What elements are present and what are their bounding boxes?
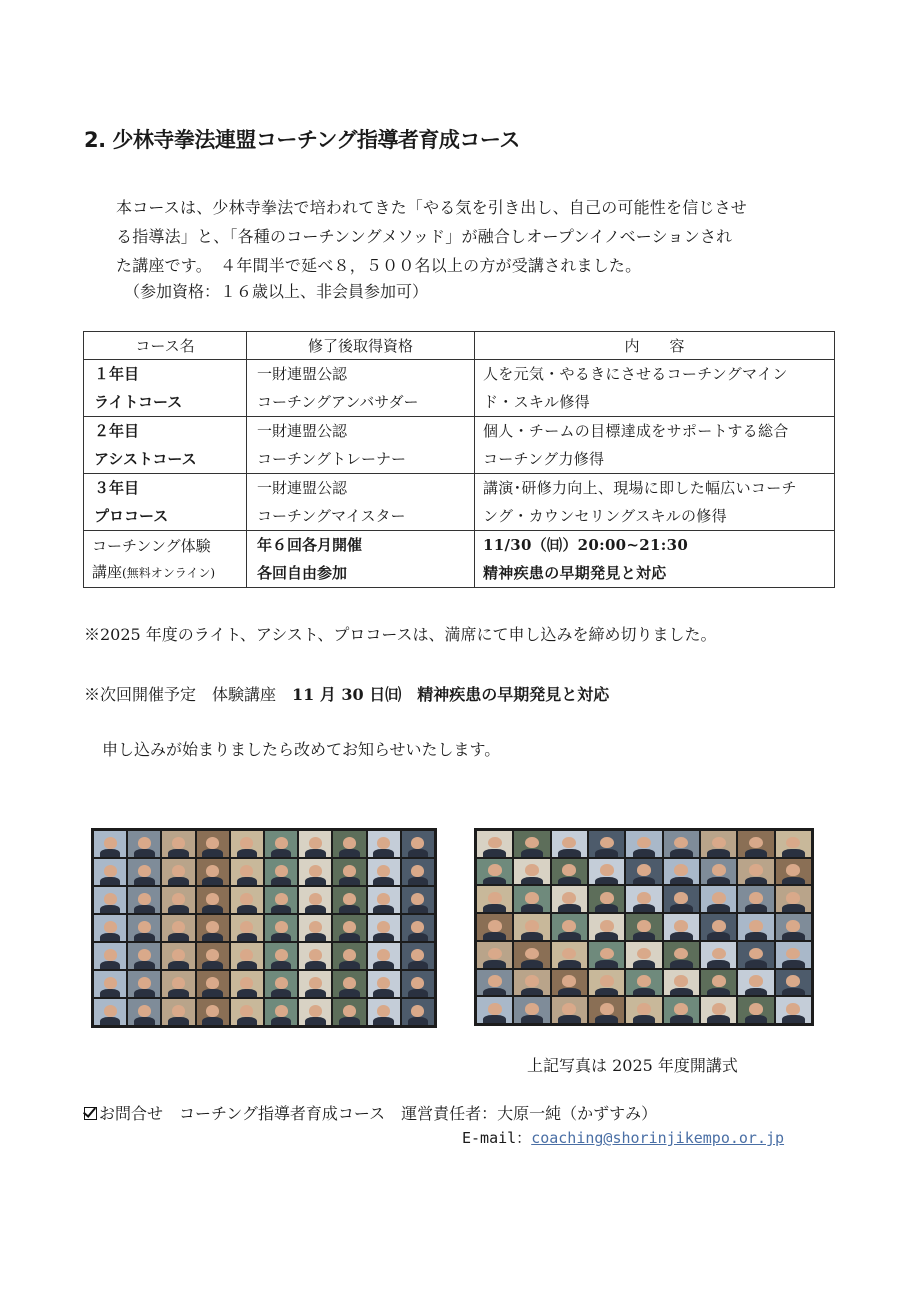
participant-tile bbox=[776, 970, 811, 996]
course-year: １年目 bbox=[94, 365, 140, 383]
participant-tile bbox=[738, 886, 773, 912]
participant-tile bbox=[477, 997, 512, 1023]
participant-tile bbox=[162, 887, 194, 913]
course-year: ３年目 bbox=[94, 479, 140, 497]
participant-tile bbox=[265, 915, 297, 941]
participant-tile bbox=[265, 887, 297, 913]
session-topic: 精神疾患の早期発見と対応 bbox=[483, 564, 667, 582]
participant-tile bbox=[664, 942, 699, 968]
content-line: 講演･研修力向上、現場に即した幅広いコーチ bbox=[483, 479, 797, 497]
contact-line bbox=[84, 1101, 657, 1124]
participant-tile bbox=[514, 997, 549, 1023]
participant-tile bbox=[368, 915, 400, 941]
participant-tile bbox=[265, 971, 297, 997]
participant-tile bbox=[402, 887, 434, 913]
participant-tile bbox=[197, 859, 229, 885]
participant-tile bbox=[368, 831, 400, 857]
checkbox-icon bbox=[84, 1107, 97, 1120]
intro-line-3: た講座です。 ４年間半で延べ８，５００名以上の方が受講されました。 bbox=[116, 256, 642, 275]
content-line: ド・スキル修得 bbox=[483, 393, 590, 411]
participant-tile bbox=[368, 971, 400, 997]
qualification-title: コーチングトレーナー bbox=[257, 450, 406, 468]
participant-tile bbox=[94, 999, 126, 1025]
participant-tile bbox=[589, 859, 624, 885]
participant-tile bbox=[701, 942, 736, 968]
course-free-online: (無料オンライン) bbox=[122, 565, 216, 580]
content-line: 人を元気・やるきにさせるコーチングマイン bbox=[483, 365, 788, 383]
participant-tile bbox=[664, 914, 699, 940]
participant-tile bbox=[128, 999, 160, 1025]
participant-tile bbox=[626, 997, 661, 1023]
participant-tile bbox=[197, 887, 229, 913]
participant-tile bbox=[231, 831, 263, 857]
header-qualification: 修了後取得資格 bbox=[247, 332, 475, 360]
course-name-suffix: 講座 bbox=[92, 562, 123, 581]
content-line: コーチング力修得 bbox=[483, 450, 605, 468]
closed-notice: ※2025 年度のライト、アシスト、プロコースは、満席にて申し込みを締め切りました。 bbox=[84, 625, 717, 644]
participant-tile bbox=[402, 971, 434, 997]
participant-tile bbox=[514, 886, 549, 912]
participant-tile bbox=[299, 915, 331, 941]
session-datetime: 11/30（㈰）20:00~21:30 bbox=[483, 536, 689, 554]
participant-tile bbox=[333, 831, 365, 857]
participant-tile bbox=[626, 970, 661, 996]
participant-tile bbox=[299, 943, 331, 969]
participant-tile bbox=[94, 859, 126, 885]
participant-tile bbox=[776, 997, 811, 1023]
participant-tile bbox=[402, 915, 434, 941]
email-link[interactable]: coaching@shorinjikempo.or.jp bbox=[531, 1129, 785, 1147]
participant-tile bbox=[368, 943, 400, 969]
table-row bbox=[84, 360, 835, 417]
participant-tile bbox=[265, 943, 297, 969]
participant-tile bbox=[738, 859, 773, 885]
participant-tile bbox=[626, 859, 661, 885]
course-name: ライトコース bbox=[94, 393, 183, 411]
qualification-line: 一財連盟公認 bbox=[257, 479, 348, 497]
announcement-note: 申し込みが始まりましたら改めてお知らせいたします。 bbox=[102, 740, 501, 759]
participant-tile bbox=[477, 886, 512, 912]
qualification-title: コーチングアンバサダー bbox=[257, 393, 419, 411]
participant-tile bbox=[626, 831, 661, 857]
course-name: コーチンング体験 bbox=[92, 536, 211, 555]
email-label: E-mail： bbox=[462, 1129, 532, 1147]
participant-tile bbox=[333, 943, 365, 969]
participant-tile bbox=[552, 970, 587, 996]
participant-tile bbox=[265, 999, 297, 1025]
participant-tile bbox=[333, 887, 365, 913]
participant-tile bbox=[162, 915, 194, 941]
participant-tile bbox=[94, 943, 126, 969]
participant-tile bbox=[514, 914, 549, 940]
participant-tile bbox=[589, 970, 624, 996]
participant-tile bbox=[701, 886, 736, 912]
participant-tile bbox=[477, 914, 512, 940]
participant-tile bbox=[128, 859, 160, 885]
participant-tile bbox=[231, 943, 263, 969]
participant-tile bbox=[552, 914, 587, 940]
participant-tile bbox=[738, 997, 773, 1023]
photo-caption: 上記写真は 2025 年度開講式 bbox=[527, 1056, 738, 1075]
header-course-name: コース名 bbox=[84, 332, 247, 360]
participant-tile bbox=[299, 831, 331, 857]
participant-tile bbox=[231, 915, 263, 941]
schedule-line: 年６回各月開催 bbox=[257, 536, 363, 554]
participant-tile bbox=[664, 859, 699, 885]
course-table bbox=[83, 331, 835, 588]
participant-tile bbox=[776, 886, 811, 912]
qualification-line: 一財連盟公認 bbox=[257, 365, 348, 383]
participant-tile bbox=[265, 831, 297, 857]
participant-tile bbox=[626, 914, 661, 940]
participant-tile bbox=[776, 831, 811, 857]
participant-tile bbox=[333, 859, 365, 885]
participant-tile bbox=[197, 915, 229, 941]
participant-tile bbox=[664, 831, 699, 857]
participant-tile bbox=[333, 915, 365, 941]
participant-tile bbox=[477, 831, 512, 857]
participant-tile bbox=[402, 859, 434, 885]
participant-tile bbox=[589, 997, 624, 1023]
participant-tile bbox=[402, 999, 434, 1025]
qualification-line: 一財連盟公認 bbox=[257, 422, 348, 440]
participant-tile bbox=[701, 970, 736, 996]
participant-tile bbox=[552, 997, 587, 1023]
course-name: アシストコース bbox=[94, 450, 197, 468]
course-year: ２年目 bbox=[94, 422, 140, 440]
participant-tile bbox=[162, 971, 194, 997]
participant-tile bbox=[664, 997, 699, 1023]
participant-tile bbox=[552, 831, 587, 857]
qualification-title: コーチングマイスター bbox=[257, 507, 406, 525]
header-content: 内 容 bbox=[475, 332, 835, 360]
participant-tile bbox=[197, 999, 229, 1025]
participant-tile bbox=[701, 831, 736, 857]
participant-tile bbox=[197, 831, 229, 857]
participant-tile bbox=[701, 997, 736, 1023]
participant-tile bbox=[626, 942, 661, 968]
content-line: 個人・チームの目標達成をサポートする総合 bbox=[483, 422, 789, 440]
eligibility-note: （参加資格：１６歳以上、非会員参加可） bbox=[124, 282, 429, 301]
participant-tile bbox=[664, 970, 699, 996]
ceremony-photo-1 bbox=[91, 828, 437, 1028]
participation-line: 各回自由参加 bbox=[257, 564, 348, 582]
participant-tile bbox=[701, 914, 736, 940]
participant-tile bbox=[552, 886, 587, 912]
participant-tile bbox=[402, 943, 434, 969]
participant-tile bbox=[738, 970, 773, 996]
participant-tile bbox=[738, 831, 773, 857]
participant-tile bbox=[776, 942, 811, 968]
participant-tile bbox=[162, 943, 194, 969]
participant-tile bbox=[738, 942, 773, 968]
participant-tile bbox=[94, 887, 126, 913]
participant-tile bbox=[626, 886, 661, 912]
participant-tile bbox=[776, 914, 811, 940]
next-session-detail: 11 月 30 日㈰ 精神疾患の早期発見と対応 bbox=[292, 685, 610, 704]
next-session-prefix: ※次回開催予定 体験講座 bbox=[84, 685, 293, 704]
participant-tile bbox=[94, 915, 126, 941]
participant-tile bbox=[477, 942, 512, 968]
participant-tile bbox=[299, 859, 331, 885]
next-session-notice bbox=[84, 682, 609, 705]
participant-tile bbox=[265, 859, 297, 885]
participant-tile bbox=[128, 831, 160, 857]
email-line bbox=[462, 1127, 784, 1148]
participant-tile bbox=[231, 887, 263, 913]
participant-tile bbox=[94, 831, 126, 857]
participant-tile bbox=[231, 859, 263, 885]
table-row bbox=[84, 417, 835, 474]
participant-tile bbox=[299, 999, 331, 1025]
course-name: プロコース bbox=[94, 507, 169, 525]
participant-tile bbox=[299, 971, 331, 997]
participant-tile bbox=[368, 887, 400, 913]
participant-tile bbox=[162, 831, 194, 857]
participant-tile bbox=[128, 887, 160, 913]
table-header-row bbox=[84, 332, 835, 360]
intro-line-1: 本コースは、少林寺拳法で培われてきた「やる気を引き出し、自己の可能性を信じさせ bbox=[116, 198, 748, 217]
participant-tile bbox=[589, 914, 624, 940]
participant-tile bbox=[776, 859, 811, 885]
participant-tile bbox=[128, 943, 160, 969]
participant-tile bbox=[333, 971, 365, 997]
participant-tile bbox=[162, 859, 194, 885]
participant-tile bbox=[128, 915, 160, 941]
intro-line-2: る指導法」と、「各種のコーチンングメソッド」が融合しオープンイノベーションされ bbox=[116, 227, 733, 246]
participant-tile bbox=[402, 831, 434, 857]
participant-tile bbox=[552, 859, 587, 885]
participant-tile bbox=[552, 942, 587, 968]
participant-tile bbox=[231, 971, 263, 997]
participant-tile bbox=[231, 999, 263, 1025]
participant-tile bbox=[514, 970, 549, 996]
contact-label: お問合せ コーチング指導者育成コース 運営責任者：大原一純（かずすみ） bbox=[99, 1104, 658, 1123]
participant-tile bbox=[128, 971, 160, 997]
participant-tile bbox=[368, 999, 400, 1025]
participant-tile bbox=[701, 859, 736, 885]
content-line: ング・カウンセリングスキルの修得 bbox=[483, 507, 727, 525]
participant-tile bbox=[738, 914, 773, 940]
page-heading: 2. 少林寺拳法連盟コーチング指導者育成コース bbox=[84, 128, 520, 152]
participant-tile bbox=[514, 859, 549, 885]
participant-tile bbox=[94, 971, 126, 997]
participant-tile bbox=[197, 971, 229, 997]
participant-tile bbox=[589, 831, 624, 857]
participant-tile bbox=[333, 999, 365, 1025]
participant-tile bbox=[589, 942, 624, 968]
ceremony-photo-2 bbox=[474, 828, 814, 1026]
participant-tile bbox=[299, 887, 331, 913]
participant-tile bbox=[368, 859, 400, 885]
participant-tile bbox=[514, 831, 549, 857]
participant-tile bbox=[477, 970, 512, 996]
participant-tile bbox=[162, 999, 194, 1025]
participant-tile bbox=[664, 886, 699, 912]
participant-tile bbox=[477, 859, 512, 885]
participant-tile bbox=[514, 942, 549, 968]
participant-tile bbox=[589, 886, 624, 912]
table-row bbox=[84, 531, 835, 588]
participant-tile bbox=[197, 943, 229, 969]
table-row bbox=[84, 474, 835, 531]
